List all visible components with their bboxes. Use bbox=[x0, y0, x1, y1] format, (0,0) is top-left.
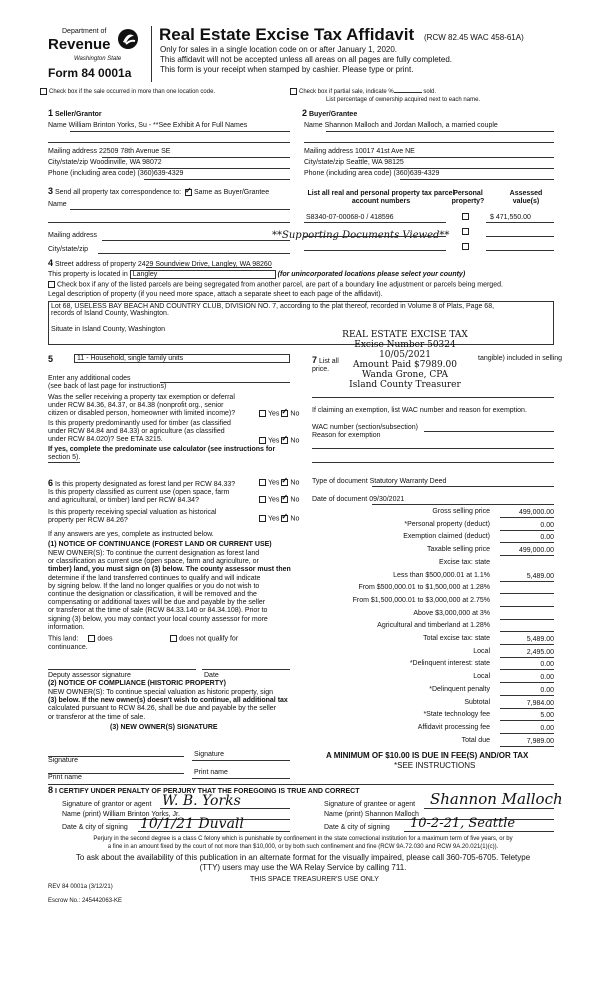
form-number: Form 84 0001a bbox=[48, 66, 132, 80]
print-name-label-1: Print name bbox=[48, 774, 82, 781]
grantor-date-city[interactable]: 10/1/21 Duvall bbox=[140, 816, 244, 832]
section3-heading: Send all property tax correspondence to: bbox=[54, 189, 182, 196]
grantee-name-field[interactable]: Name (print) Shannon Malloch bbox=[324, 811, 419, 818]
buyer-name-field[interactable]: Name Shannon Malloch and Jordan Malloch, a married couple bbox=[304, 122, 498, 129]
reason-label: Reason for exemption bbox=[312, 432, 381, 439]
q6-3-yes-no[interactable]: Yes✓ No bbox=[257, 515, 299, 522]
tax-row-label: *Personal property (deduct) bbox=[404, 520, 490, 528]
same-as-checkbox[interactable] bbox=[185, 189, 192, 196]
supporting-docs-note: **Supporting Documents Viewed** bbox=[272, 230, 450, 241]
personal-col-header: Personal property? bbox=[451, 190, 485, 205]
treasurer-stamp: REAL ESTATE EXCISE TAX Excise Number 50324 10/05/2021 Amount Paid $7989.00 Wanda Grone, CPA Island County Treasurer bbox=[342, 330, 468, 390]
timber-question: Is this property predominantly used for timber (as classified under RCW 84.84 and 84.33) or agriculture (as classified under RCW 84.020)? See ETA 3215. bbox=[48, 420, 231, 443]
tax-row-label: Taxable selling price bbox=[426, 546, 490, 554]
seller-phone-field[interactable]: Phone (including area code) (360)639-4329 bbox=[48, 170, 184, 177]
note-3: This form is your receipt when stamped by cashier. Please type or print. bbox=[160, 65, 414, 74]
tax-row-label: Subtotal bbox=[464, 698, 490, 706]
treasurer-use: THIS SPACE TREASURER'S USE ONLY bbox=[250, 876, 379, 883]
q6-2-yes-no[interactable]: Yes✓ No bbox=[257, 496, 299, 503]
same-as-label: Same as Buyer/Grantee bbox=[194, 189, 270, 196]
tax-row-label: Total excise tax: state bbox=[423, 635, 490, 642]
tax-row-value[interactable]: 0.00 bbox=[500, 686, 554, 696]
q2-yes-no[interactable]: Yes✓ No bbox=[257, 437, 299, 444]
exemption-question: Was the seller receiving a property tax exemption or deferral under RCW 84.36, 84.37, or 84.38 (nonprofit org., senior citizen or disabled person, homeowner with limited income)? bbox=[48, 394, 236, 417]
current-use-question: Is this property classified as current use (open space, farm and agricultural, or timber) land per RCW 84.34? bbox=[48, 489, 230, 504]
legal-description-box[interactable]: Lot 68, USELESS BAY BEACH AND COUNTRY CLUB, DIVISION NO. 7, according to the plat thereof, recorded in Volume 8 of Plats, Page 68, records of Island County, Washington. Situate in Island County, Washington bbox=[48, 301, 554, 345]
escrow-number: Escrow No.: 245442063-KE bbox=[48, 898, 123, 904]
personal-checkbox[interactable] bbox=[462, 228, 469, 235]
note-1: Only for sales in a single location code on or after January 1, 2020. bbox=[160, 45, 398, 54]
grantee-signature[interactable]: Shannon Malloch bbox=[430, 790, 563, 808]
certify-statement: I CERTIFY UNDER PENALTY OF PERJURY THAT THE FOREGOING IS TRUE AND CORRECT bbox=[54, 788, 360, 795]
notice2-text: NEW OWNER(S): To continue special valuation as historic property, sign (3) below. If the new owner(s) doesn't wish to continue, all additional tax calculated pursuant to RCW 84.26, shall be due and payable by the seller or transferor at the time of sale. bbox=[48, 689, 288, 721]
street-address-field[interactable]: 4 Street address of property 2429 Soundview Drive, Langley, WA 98260 bbox=[48, 258, 272, 268]
date-label: Date bbox=[204, 672, 219, 679]
tax-row-label: Less than $500,000.01 at 1.1% bbox=[393, 571, 490, 579]
notice1-title: (1) NOTICE OF CONTINUANCE (FOREST LAND OR CURRENT USE) bbox=[48, 541, 272, 548]
legal-label: Legal description of property (if you need more space, attach a separate sheet to each page of the affidavit). bbox=[48, 291, 383, 298]
assessed-value[interactable]: $ 471,550.00 bbox=[490, 214, 531, 221]
tax-row-label: Gross selling price bbox=[432, 508, 490, 515]
tax-row-value[interactable]: 7,989.00 bbox=[500, 737, 554, 747]
wa-logo-icon bbox=[117, 28, 139, 50]
located-select[interactable]: Langley bbox=[130, 270, 276, 279]
tax-row-label: Excise tax: state bbox=[439, 558, 490, 566]
dept-name: Revenue bbox=[48, 36, 111, 53]
tax-row-label: From $500,000.01 to $1,500,000 at 1.28% bbox=[358, 584, 490, 592]
additional-codes-label: Enter any additional codes bbox=[48, 375, 131, 382]
tax-row-value bbox=[500, 559, 554, 568]
tax-row-label: Local bbox=[473, 647, 490, 655]
tax-row-value[interactable]: 499,000.00 bbox=[500, 508, 554, 518]
included-note: tangible) included in selling bbox=[478, 355, 563, 362]
tax-row-label: Exemption claimed (deduct) bbox=[403, 533, 490, 541]
signature-label-1: Signature bbox=[48, 757, 78, 764]
tax-row-label: Local bbox=[473, 673, 490, 681]
q6-1-yes-no[interactable]: Yes✓ No bbox=[257, 479, 299, 486]
historic-question: Is this property receiving special valuation as historical property per RCW 84.26? bbox=[48, 509, 217, 524]
partial-sale-check[interactable]: Check box if partial sale, indicate % sold. bbox=[290, 88, 436, 95]
grantee-date-label: Date & city of signing bbox=[324, 824, 390, 831]
grantor-signature[interactable]: W. B. Yorks bbox=[162, 793, 241, 809]
notice3-title: (3) NEW OWNER(S) SIGNATURE bbox=[110, 724, 218, 731]
seller-city-field[interactable]: City/state/zip Woodinville, WA 98072 bbox=[48, 159, 162, 166]
page-title: Real Estate Excise Tax Affidavit bbox=[159, 25, 415, 44]
tax-row-value[interactable]: 0.00 bbox=[500, 521, 554, 531]
notice2-title: (2) NOTICE OF COMPLIANCE (HISTORIC PROPERTY) bbox=[48, 680, 226, 687]
exemption-label: If claiming an exemption, list WAC number and reason for exemption. bbox=[312, 407, 527, 414]
corr-name-label: Name bbox=[48, 201, 67, 208]
tax-row-value[interactable]: 5,489.00 bbox=[500, 635, 554, 645]
see-instructions: *SEE INSTRUCTIONS bbox=[394, 761, 476, 770]
tax-row-value[interactable]: 0.00 bbox=[500, 533, 554, 543]
tax-row-value[interactable]: 7,984.00 bbox=[500, 699, 554, 709]
deputy-label: Deputy assessor signature bbox=[48, 672, 131, 679]
doc-type-field[interactable]: Type of document Statutory Warranty Deed bbox=[312, 478, 447, 485]
tax-row-value[interactable]: 499,000.00 bbox=[500, 546, 554, 556]
tax-row-value[interactable] bbox=[500, 622, 554, 632]
tax-row-label: Total due bbox=[461, 736, 490, 744]
timber-note: If yes, complete the predominate use calculator (see instructions for section 5). bbox=[48, 446, 276, 461]
list-pct-note: List percentage of ownership acquired next to each name. bbox=[326, 97, 481, 103]
parcel-col-header: List all real and personal property tax parcel account numbers bbox=[307, 190, 455, 205]
tax-row-label: *Delinquent interest: state bbox=[409, 660, 490, 668]
dept-line: Department of bbox=[62, 28, 107, 35]
tax-row-value[interactable] bbox=[500, 610, 554, 620]
segregated-check[interactable]: Check box if any of the listed parcels are being segregated from another parcel, are part of a boundary line adjustment or parcels being merged. bbox=[48, 281, 503, 288]
tax-row-label: Agricultural and timberland at 1.28% bbox=[377, 622, 490, 630]
q1-yes-no[interactable]: Yes✓ No bbox=[257, 410, 299, 417]
additional-codes-note: (see back of last page for instructions) bbox=[48, 383, 167, 390]
minimum-note: A MINIMUM OF $10.00 IS DUE IN FEE(S) AND/OR TAX bbox=[326, 751, 529, 760]
grantor-name-field[interactable]: Name (print) William Brinton Yorks, Jr. bbox=[62, 811, 180, 818]
buyer-phone-field[interactable]: Phone (including area code) (360)639-4329 bbox=[304, 170, 440, 177]
located-label: This property is located in bbox=[48, 271, 128, 278]
tax-row-label: From $1,500,000.01 to $3,000,000 at 2.75% bbox=[352, 596, 490, 604]
grantor-sig-label: Signature of grantor or agent bbox=[62, 801, 152, 808]
seller-name-field[interactable]: Name William Brinton Yorks, Su - **See Exhibit A for Full Names bbox=[48, 122, 248, 129]
buyer-city-field[interactable]: City/state/zip Seattle, WA 98125 bbox=[304, 159, 404, 166]
tax-row-value[interactable] bbox=[500, 597, 554, 607]
not-qualify-option[interactable]: does not qualify for bbox=[170, 635, 238, 642]
multi-location-check[interactable]: Check box if the sale occurred in more than one location code. bbox=[40, 88, 215, 95]
price-label: price. bbox=[312, 366, 330, 373]
checkbox[interactable] bbox=[48, 281, 55, 288]
tax-row-value[interactable]: 5,489.00 bbox=[500, 572, 554, 582]
checkbox[interactable] bbox=[40, 88, 47, 95]
corr-city-label: City/state/zip bbox=[48, 246, 89, 253]
alt-format-notice: To ask about the availability of this publication in an alternate format for the visually impaired, please call 360-705-6705. Teletype (TTY) users may use the WA Relay Service by calling 711. bbox=[75, 853, 531, 872]
tax-row-value[interactable]: 0.00 bbox=[500, 660, 554, 670]
assessed-col-header: Assessed value(s) bbox=[509, 190, 543, 205]
personal-checkbox[interactable] bbox=[462, 243, 469, 250]
tax-row-value[interactable]: 0.00 bbox=[500, 724, 554, 734]
tax-row-value[interactable]: 5.00 bbox=[500, 711, 554, 721]
forest-question: 6 Is this property designated as forest land per RCW 84.33? bbox=[48, 478, 236, 488]
continuance-label: continuance. bbox=[48, 644, 88, 651]
parcel-number[interactable]: S8340-07-00068-0 / 418596 bbox=[306, 214, 394, 221]
use-code-select[interactable]: 11 - Household, single family units bbox=[74, 354, 290, 363]
statute: (RCW 82.45 WAC 458-61A) bbox=[424, 33, 524, 42]
located-note: (for unincorporated locations please select your county) bbox=[277, 271, 466, 278]
wac-label: WAC number (section/subsection) bbox=[312, 424, 418, 431]
tax-row-value[interactable]: 0.00 bbox=[500, 673, 554, 683]
grantee-date-city[interactable]: 10-2-21, Seattle bbox=[410, 816, 516, 831]
buyer-mail-field[interactable]: Mailing address 10017 41st Ave NE bbox=[304, 148, 415, 155]
dept-state: Washington State bbox=[74, 56, 122, 62]
print-name-label-2: Print name bbox=[194, 769, 228, 776]
grantor-date-label: Date & city of signing bbox=[62, 824, 128, 831]
seller-heading: Seller/Grantor bbox=[54, 111, 102, 118]
signature-label-2: Signature bbox=[194, 751, 224, 758]
seller-mail-field[interactable]: Mailing address 22509 78th Avenue SE bbox=[48, 148, 171, 155]
checkbox[interactable] bbox=[290, 88, 297, 95]
note-2: This affidavit will not be accepted unless all areas on all pages are fully completed. bbox=[160, 55, 453, 64]
buyer-heading: Buyer/Grantee bbox=[308, 111, 358, 118]
tax-row-value[interactable]: 2,495.00 bbox=[500, 648, 554, 658]
tax-row-label: Affidavit processing fee bbox=[417, 723, 490, 731]
rev-number: REV 84 0001a (3/12/21) bbox=[48, 884, 113, 890]
doc-date-field[interactable]: Date of document 09/30/2021 bbox=[312, 496, 405, 503]
tax-row-label: *Delinquent penalty bbox=[429, 685, 490, 693]
grantee-sig-label: Signature of grantee or agent bbox=[324, 801, 416, 808]
this-land-row[interactable]: This land: does bbox=[48, 635, 113, 643]
tax-row-label: *State technology fee bbox=[423, 711, 490, 719]
notice1-text: NEW OWNER(S): To continue the current designation as forest land or classification as current use (open space, farm and agriculture, or timber) land, you must sign on (3) below. The county assessor must then determine if the land transferred continues to qualify and will indicate by signing below. If the land no longer qualifies or you do not wish to continue the designation or classification, it will be removed and the compensating or additional taxes will be due and payable by the seller or transferor at the time of sale (RCW 84.33.140 or 84.34.108). Prior to signing (3) below, you may contact your local county assessor for more information. bbox=[48, 550, 291, 631]
personal-checkbox[interactable] bbox=[462, 213, 469, 220]
perjury-notice: Perjury in the second degree is a class C felony which is punishable by confinement in the state correctional institution for a maximum term of five years, or by a fine in an amount fixed by the court of not more than $10,000, or by both such confinement and fine (RCW 9A.72.030 and RCW 9A.20.021(1)(c)). bbox=[93, 836, 513, 850]
tax-row-label: Above $3,000,000 at 3% bbox=[413, 609, 490, 617]
tax-row-value[interactable] bbox=[500, 584, 554, 594]
if-yes-note: If any answers are yes, complete as instructed below. bbox=[48, 531, 214, 538]
corr-mail-label: Mailing address bbox=[48, 232, 98, 239]
